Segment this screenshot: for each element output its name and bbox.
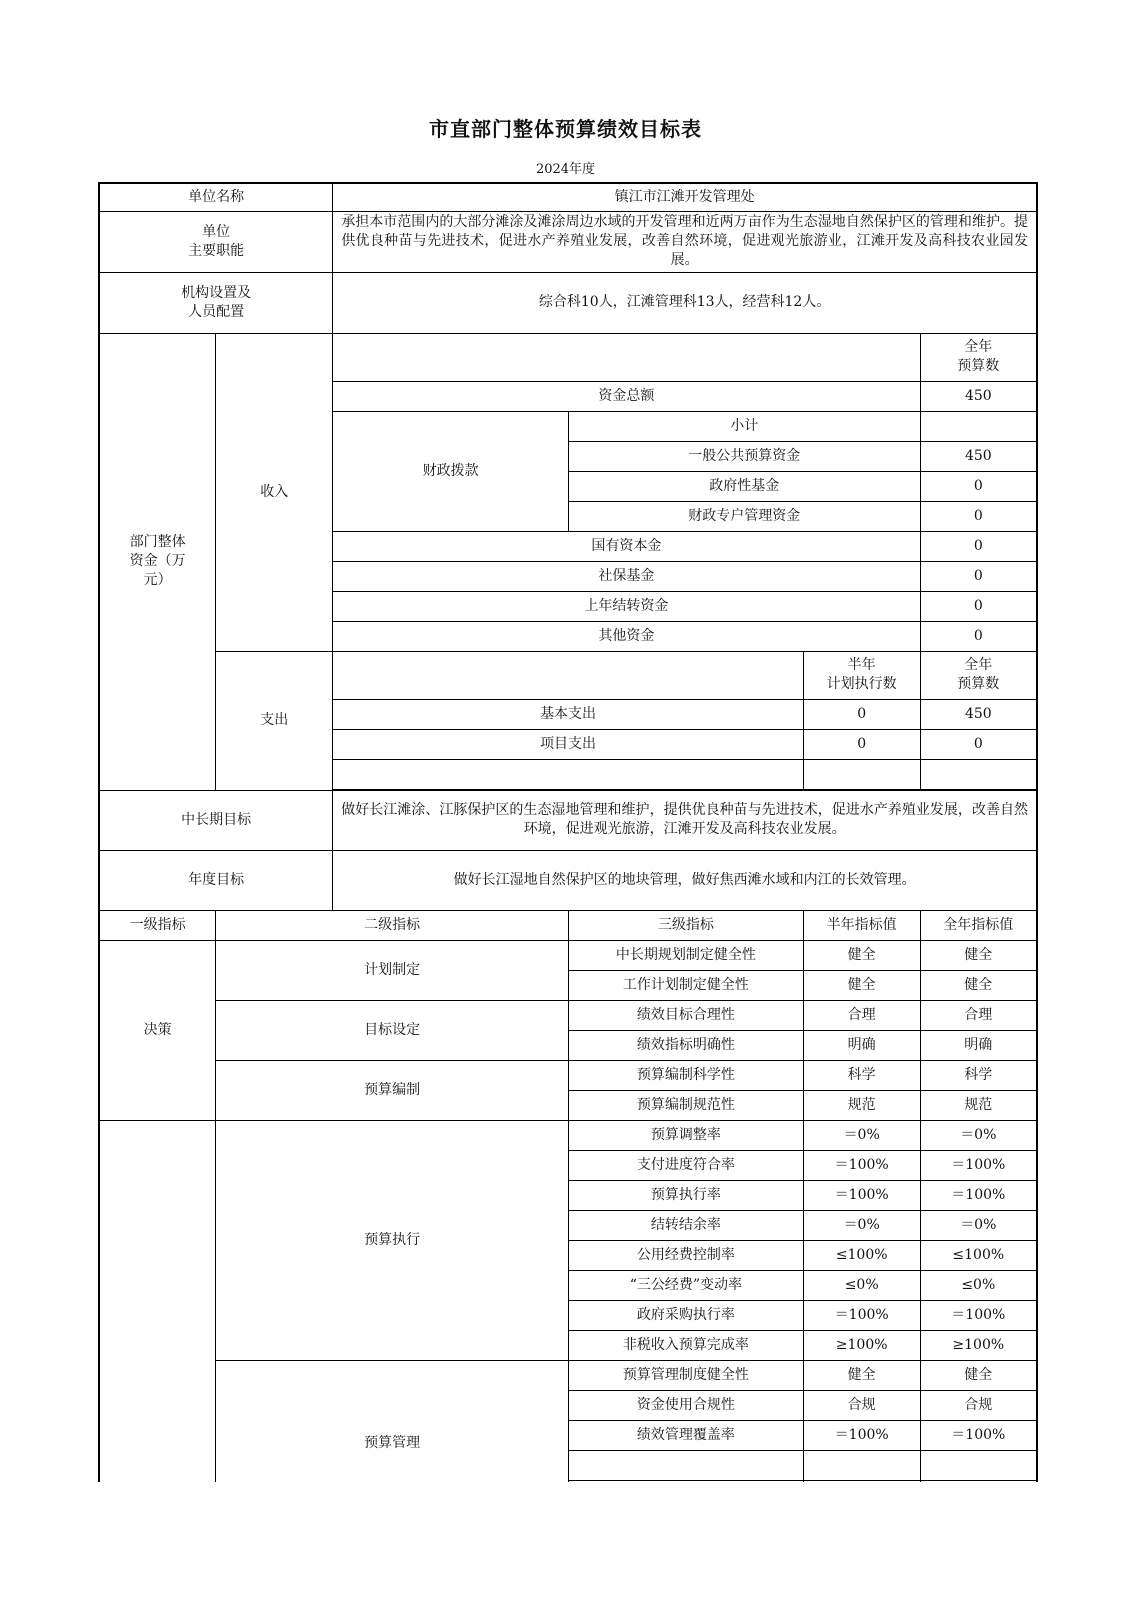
indicator-full-value: 合理 bbox=[920, 1000, 1037, 1030]
indicator-full-value: ＝0% bbox=[920, 1210, 1037, 1240]
indicator-full-value: ≥100% bbox=[920, 1330, 1037, 1360]
performance-target-sheet bbox=[98, 182, 1038, 1482]
main-function-label bbox=[99, 211, 333, 272]
indicator-half-value: ＝0% bbox=[803, 1120, 920, 1150]
expense-label: 支出 bbox=[216, 651, 333, 790]
indicator-row bbox=[99, 940, 1037, 970]
income-header-row bbox=[99, 333, 1037, 381]
indicator-name: 预算管理制度健全性 bbox=[569, 1360, 804, 1390]
long-term-goal-row bbox=[99, 790, 1037, 850]
indicator-half-value bbox=[803, 1480, 920, 1482]
budget-prep-label: 预算编制 bbox=[216, 1060, 569, 1120]
funds-group-label-line1: 部门整体 bbox=[129, 534, 186, 550]
plan-label: 计划制定 bbox=[216, 940, 569, 1000]
unit-name-value: 镇江市江滩开发管理处 bbox=[333, 183, 1037, 211]
indicator-row bbox=[99, 1360, 1037, 1390]
org-setup-row bbox=[99, 272, 1037, 333]
income-total-label: 资金总额 bbox=[333, 381, 920, 411]
other-fund-label: 其他资金 bbox=[333, 621, 920, 651]
indicator-row bbox=[99, 1120, 1037, 1150]
indicator-full-value: 健全 bbox=[920, 1360, 1037, 1390]
expense-row-half: 0 bbox=[803, 729, 920, 759]
social-fund-value: 0 bbox=[920, 561, 1037, 591]
full-year-header: 全年指标值 bbox=[920, 910, 1037, 940]
indicator-name: 工作计划制定健全性 bbox=[569, 970, 804, 1000]
indicator-half-value: ＝0% bbox=[803, 1210, 920, 1240]
income-full-year-header bbox=[920, 333, 1037, 381]
expense-row-half: 0 bbox=[803, 699, 920, 729]
main-function-label-line2: 主要职能 bbox=[188, 242, 245, 259]
indicator-half-value: 健全 bbox=[803, 970, 920, 1000]
indicator-name: 绩效管理覆盖率 bbox=[569, 1420, 804, 1450]
level3-header: 三级指标 bbox=[569, 910, 804, 940]
general-budget-value: 450 bbox=[920, 441, 1037, 471]
long-term-goal-label: 中长期目标 bbox=[99, 790, 333, 850]
gov-fund-label: 政府性基金 bbox=[569, 471, 921, 501]
indicator-half-value: 合理 bbox=[803, 1000, 920, 1030]
other-fund-value: 0 bbox=[920, 621, 1037, 651]
income-full-year-header-line2: 预算数 bbox=[957, 358, 1000, 374]
expense-row-label: 基本支出 bbox=[333, 699, 804, 729]
annual-goal-row bbox=[99, 850, 1037, 910]
indicator-full-value: ＝100% bbox=[920, 1180, 1037, 1210]
indicator-full-value: ≤100% bbox=[920, 1240, 1037, 1270]
expense-header-row bbox=[99, 651, 1037, 699]
indicator-full-value: 规范 bbox=[920, 1090, 1037, 1120]
indicator-name: 资金使用合规性 bbox=[569, 1390, 804, 1420]
indicator-name: 预算编制规范性 bbox=[569, 1090, 804, 1120]
fiscal-subtotal-value bbox=[920, 411, 1037, 441]
funds-group-label bbox=[99, 333, 216, 790]
indicator-half-value: ＝100% bbox=[803, 1180, 920, 1210]
long-term-goal-value: 做好长江滩涂、江豚保护区的生态湿地管理和维护，提供优良种苗与先进技术，促进水产养殖业发展，改善自然环境，促进观光旅游，江滩开发及高科技农业发展。 bbox=[333, 790, 1037, 850]
indicator-name: 非税收入预算完成率 bbox=[569, 1330, 804, 1360]
expense-row-full: 0 bbox=[920, 729, 1037, 759]
fiscal-subtotal-label: 小计 bbox=[569, 411, 921, 441]
income-total-value: 450 bbox=[920, 381, 1037, 411]
indicator-half-value: ＝100% bbox=[803, 1420, 920, 1450]
general-budget-label: 一般公共预算资金 bbox=[569, 441, 921, 471]
expense-half-year-header bbox=[803, 651, 920, 699]
indicator-full-value: ≤0% bbox=[920, 1270, 1037, 1300]
management-label: 预算管理 bbox=[216, 1360, 569, 1482]
indicator-half-value: 规范 bbox=[803, 1090, 920, 1120]
state-capital-value: 0 bbox=[920, 531, 1037, 561]
org-setup-label-line1: 机构设置及 bbox=[181, 284, 252, 301]
indicator-full-value: 科学 bbox=[920, 1060, 1037, 1090]
indicator-row bbox=[99, 1060, 1037, 1090]
indicator-half-value: 明确 bbox=[803, 1030, 920, 1060]
expense-full-year-header bbox=[920, 651, 1037, 699]
decision-label: 决策 bbox=[99, 940, 216, 1120]
unit-name-row bbox=[99, 183, 1037, 211]
indicator-full-value: ＝100% bbox=[920, 1420, 1037, 1450]
indicator-name: 政府采购执行率 bbox=[569, 1300, 804, 1330]
indicator-half-value: ≥100% bbox=[803, 1330, 920, 1360]
performance-target-table bbox=[98, 182, 1038, 1482]
indicator-name: 中长期规划制定健全性 bbox=[569, 940, 804, 970]
indicator-half-value: ＝100% bbox=[803, 1300, 920, 1330]
indicator-half-value: ≤100% bbox=[803, 1240, 920, 1270]
indicator-name bbox=[569, 1480, 804, 1482]
carryover-label: 上年结转资金 bbox=[333, 591, 920, 621]
indicator-name: 绩效指标明确性 bbox=[569, 1030, 804, 1060]
execution-label: 预算执行 bbox=[216, 1120, 569, 1360]
social-fund-label: 社保基金 bbox=[333, 561, 920, 591]
indicator-full-value bbox=[920, 1480, 1037, 1482]
indicator-full-value: ＝100% bbox=[920, 1150, 1037, 1180]
unit-name-label: 单位名称 bbox=[99, 183, 333, 211]
annual-goal-value: 做好长江湿地自然保护区的地块管理，做好焦西滩水域和内江的长效管理。 bbox=[333, 850, 1037, 910]
indicator-half-value: ＝100% bbox=[803, 1150, 920, 1180]
indicator-name: 预算编制科学性 bbox=[569, 1060, 804, 1090]
level1-header: 一级指标 bbox=[99, 910, 216, 940]
indicator-name bbox=[569, 1450, 804, 1480]
indicator-full-value: ＝100% bbox=[920, 1300, 1037, 1330]
indicator-name: 预算调整率 bbox=[569, 1120, 804, 1150]
main-function-row bbox=[99, 211, 1037, 272]
main-function-label-line1: 单位 bbox=[202, 223, 231, 240]
indicator-full-value: 健全 bbox=[920, 970, 1037, 1000]
fiscal-allocation-label: 财政拨款 bbox=[333, 411, 569, 531]
process-label bbox=[99, 1120, 216, 1482]
indicator-name: 绩效目标合理性 bbox=[569, 1000, 804, 1030]
carryover-value: 0 bbox=[920, 591, 1037, 621]
indicator-half-value: ≤0% bbox=[803, 1270, 920, 1300]
org-setup-label bbox=[99, 272, 333, 333]
indicator-name: 公用经费控制率 bbox=[569, 1240, 804, 1270]
expense-full-year-header-line1: 全年 bbox=[964, 657, 993, 673]
indicator-half-value: 科学 bbox=[803, 1060, 920, 1090]
org-setup-value: 综合科10人，江滩管理科13人，经营科12人。 bbox=[333, 272, 1037, 333]
indicator-header-row bbox=[99, 910, 1037, 940]
indicator-name: 支付进度符合率 bbox=[569, 1150, 804, 1180]
indicator-name: “三公经费”变动率 bbox=[569, 1270, 804, 1300]
indicator-half-value: 合规 bbox=[803, 1390, 920, 1420]
expense-blank-cell bbox=[920, 759, 1037, 789]
expense-blank-cell bbox=[333, 759, 804, 789]
annual-goal-label: 年度目标 bbox=[99, 850, 333, 910]
income-label: 收入 bbox=[216, 333, 333, 651]
org-setup-label-line2: 人员配置 bbox=[188, 303, 245, 320]
income-full-year-header-line1: 全年 bbox=[964, 339, 993, 355]
indicator-full-value: 健全 bbox=[920, 940, 1037, 970]
expense-half-year-header-line1: 半年 bbox=[847, 657, 876, 673]
gov-fund-value: 0 bbox=[920, 471, 1037, 501]
indicator-half-value bbox=[803, 1450, 920, 1480]
funds-group-label-line3: 元） bbox=[143, 572, 172, 588]
indicator-name: 预算执行率 bbox=[569, 1180, 804, 1210]
special-account-label: 财政专户管理资金 bbox=[569, 501, 921, 531]
target-label: 目标设定 bbox=[216, 1000, 569, 1060]
indicator-half-value: 健全 bbox=[803, 940, 920, 970]
expense-row-full: 450 bbox=[920, 699, 1037, 729]
special-account-value: 0 bbox=[920, 501, 1037, 531]
indicator-full-value: 明确 bbox=[920, 1030, 1037, 1060]
indicator-full-value: 合规 bbox=[920, 1390, 1037, 1420]
expense-full-year-header-line2: 预算数 bbox=[957, 676, 1000, 692]
expense-header-blank bbox=[333, 651, 804, 699]
level2-header: 二级指标 bbox=[216, 910, 569, 940]
fiscal-year: 2024年度 bbox=[535, 162, 596, 177]
indicator-full-value: ＝0% bbox=[920, 1120, 1037, 1150]
expense-blank-cell bbox=[803, 759, 920, 789]
funds-group-label-line2: 资金（万 bbox=[129, 553, 186, 569]
indicator-name: 结转结余率 bbox=[569, 1210, 804, 1240]
state-capital-label: 国有资本金 bbox=[333, 531, 920, 561]
expense-half-year-header-line2: 计划执行数 bbox=[826, 676, 897, 692]
expense-row-label: 项目支出 bbox=[333, 729, 804, 759]
indicator-half-value: 健全 bbox=[803, 1360, 920, 1390]
income-header-blank bbox=[333, 333, 920, 381]
indicator-full-value bbox=[920, 1450, 1037, 1480]
main-function-value: 承担本市范围内的大部分滩涂及滩涂周边水域的开发管理和近两万亩作为生态湿地自然保护区的管理和维护。提供优良种苗与先进技术，促进水产养殖业发展，改善自然环境，促进观光旅游业，江滩开发及高科技农业园发展。 bbox=[333, 211, 1037, 272]
indicator-row bbox=[99, 1000, 1037, 1030]
half-year-header: 半年指标值 bbox=[803, 910, 920, 940]
page-title: 市直部门整体预算绩效目标表 bbox=[429, 117, 702, 141]
